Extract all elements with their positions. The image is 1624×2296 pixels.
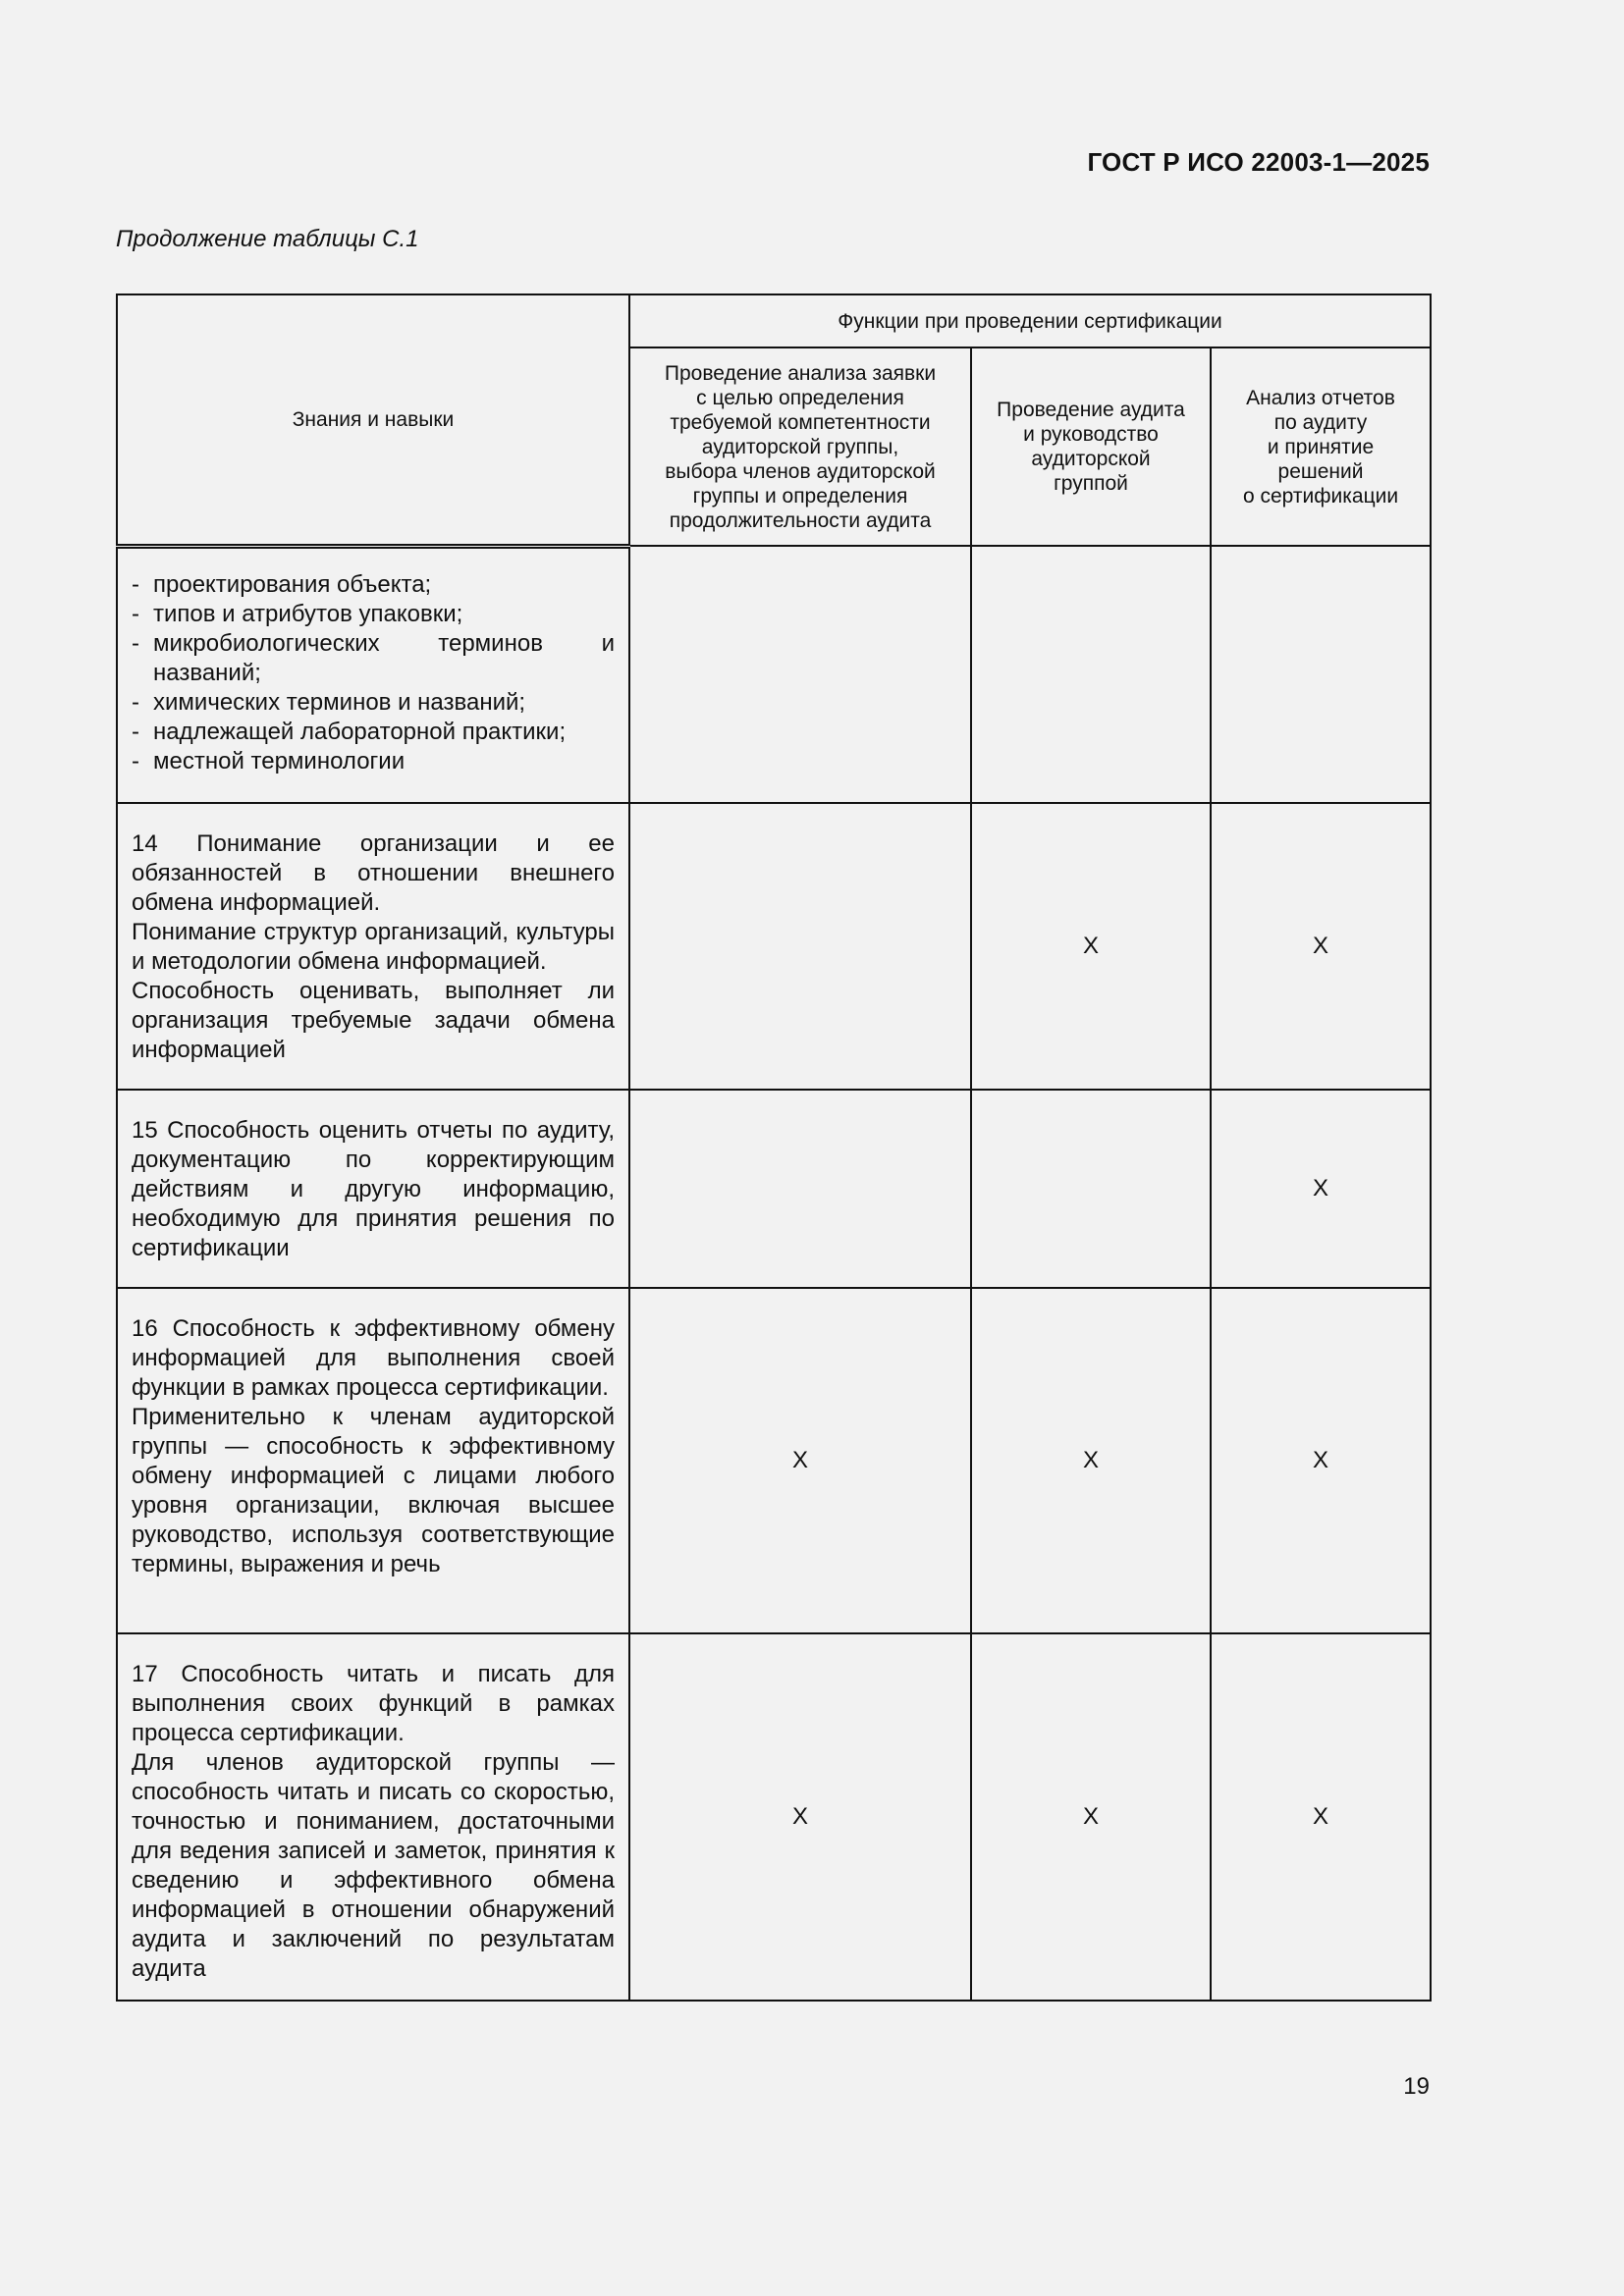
page-number: 19	[1403, 2073, 1430, 2100]
knowledge-cell: 17 Способность читать и писать для выполнения своих функций в рамках процесса сертификации. Для членов аудиторской группы — способность читать и писать со скоростью, точностью и пониманием, достаточными для ведения записей и заметок, принятия к сведению и эффективного обмена информацией в отношении обнаружений аудита и заключений по результатам аудита	[117, 1633, 629, 2001]
document-code: ГОСТ Р ИСО 22003-1—2025	[1087, 147, 1430, 177]
knowledge-cell: - проектирования объекта; - типов и атрибутов упаковки; - микробиологических терминов и названий; - химических терминов и названий; - надлежащей лабораторной практики; - местной терминологии	[117, 546, 629, 803]
knowledge-cell: 16 Способность к эффективному обмену информацией для выполнения своей функции в рамках процесса сертификации. Применительно к членам аудиторской группы — способность к эффективному обмену информацией с лицами любого уровня организации, включая высшее руководство, используя соответствующие термины, выражения и речь	[117, 1288, 629, 1633]
table-caption: Продолжение таблицы С.1	[116, 226, 419, 252]
knowledge-cell: 14 Понимание организации и ее обязанностей в отношении внешнего обмена информацией. Понимание структур организаций, культуры и методологии обмена информацией. Способность оценивать, выполняет ли организация требуемые задачи обмена информацией	[117, 803, 629, 1090]
mark-cell	[629, 546, 971, 803]
table-row	[117, 1288, 1431, 1633]
mark-cell	[629, 1090, 971, 1288]
mark-cell: X	[629, 1288, 971, 1633]
table-row	[117, 1633, 1431, 2001]
header-row-top	[117, 294, 1431, 347]
table-row	[117, 803, 1431, 1090]
mark-cell: X	[1211, 1288, 1431, 1633]
header-sub-3: Анализ отчетов по аудиту и принятие решений о сертификации	[1211, 347, 1431, 546]
header-sub-2: Проведение аудита и руководство аудиторской группой	[971, 347, 1211, 546]
competence-table	[116, 294, 1432, 2002]
mark-cell: X	[971, 1633, 1211, 2001]
knowledge-cell: 15 Способность оценить отчеты по аудиту, документацию по корректирующим действиям и другую информацию, необходимую для принятия решения по сертификации	[117, 1090, 629, 1288]
mark-cell	[971, 1090, 1211, 1288]
mark-cell: X	[971, 803, 1211, 1090]
mark-cell: X	[971, 1288, 1211, 1633]
mark-cell: X	[1211, 1090, 1431, 1288]
mark-cell: X	[629, 1633, 971, 2001]
header-sub-1: Проведение анализа заявки с целью определения требуемой компетентности аудиторской группы, выбора членов аудиторской группы и определения продолжительности аудита	[629, 347, 971, 546]
mark-cell	[971, 546, 1211, 803]
mark-cell: X	[1211, 803, 1431, 1090]
mark-cell: X	[1211, 1633, 1431, 2001]
table-row	[117, 1090, 1431, 1288]
mark-cell	[629, 803, 971, 1090]
mark-cell	[1211, 546, 1431, 803]
header-knowledge: Знания и навыки	[117, 294, 629, 546]
table-row	[117, 546, 1431, 803]
header-functions: Функции при проведении сертификации	[629, 294, 1431, 347]
